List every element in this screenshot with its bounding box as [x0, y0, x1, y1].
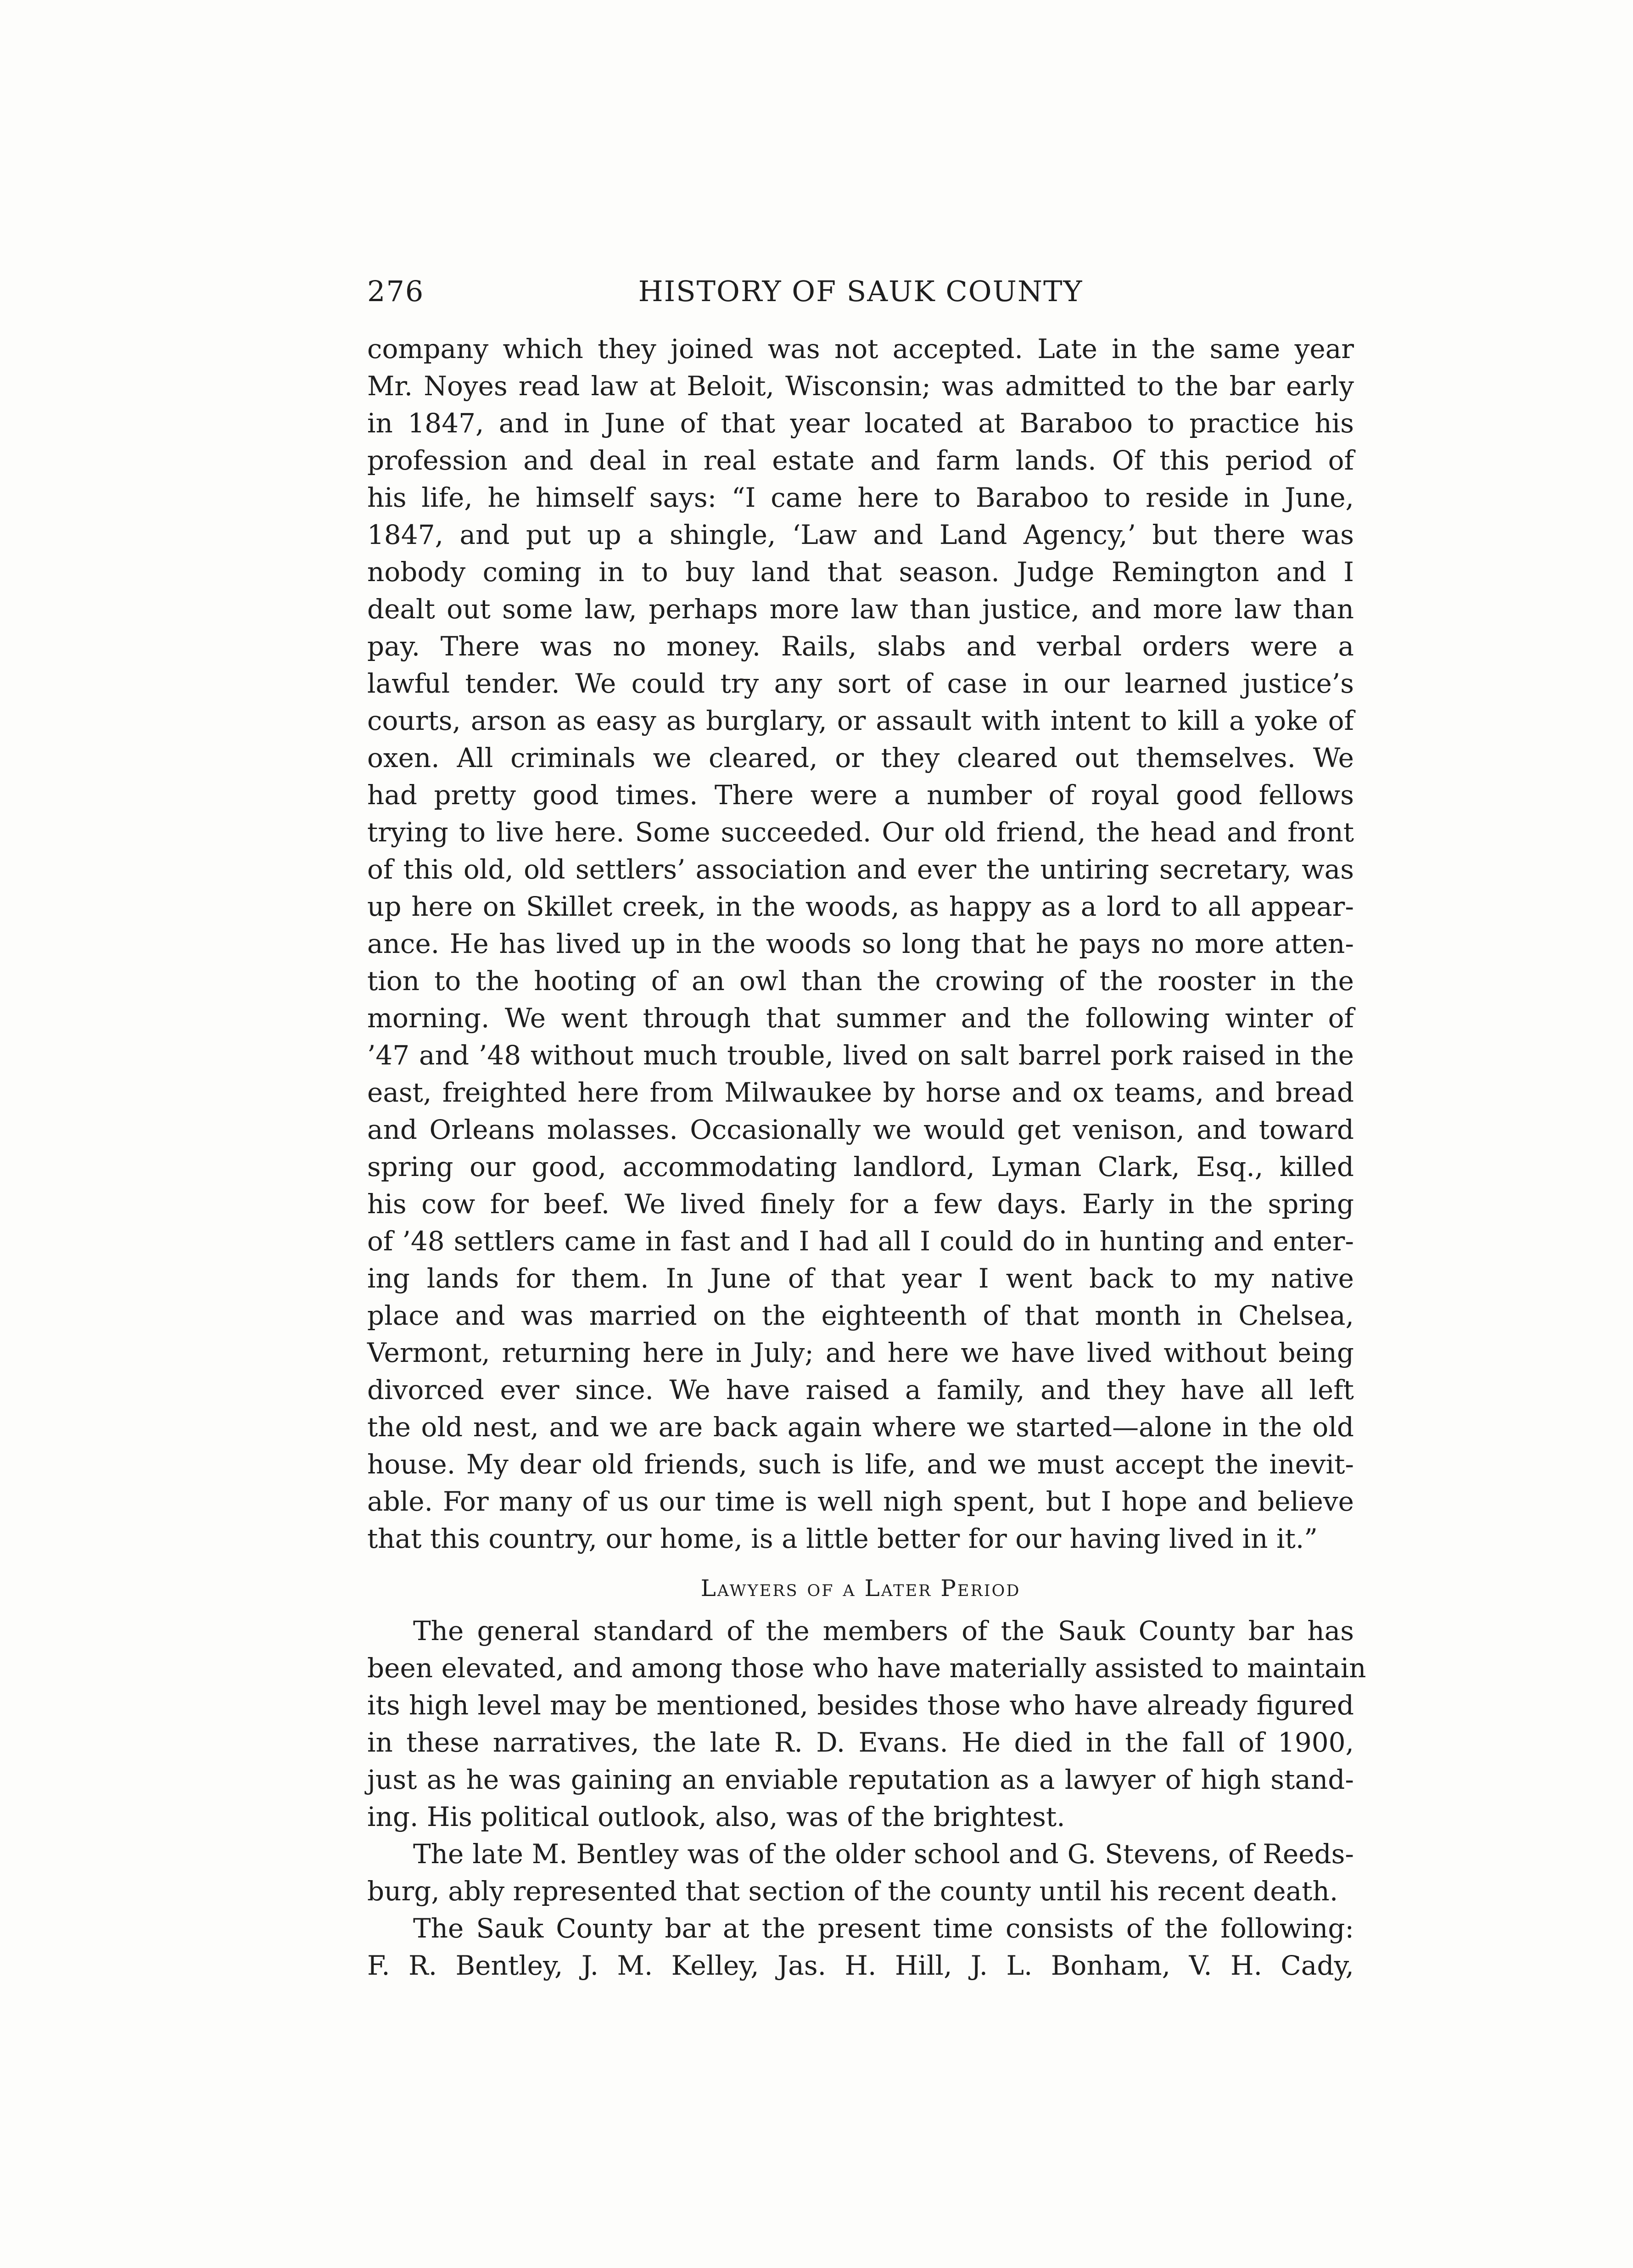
running-title: HISTORY OF SAUK COUNTY [638, 274, 1083, 308]
text-line: ing lands for them. In June of that year I went back to my native [367, 1263, 1354, 1294]
text-line: profession and deal in real estate and farm lands. Of this period of [367, 445, 1354, 476]
text-line: the old nest, and we are back again where we started—alone in the old [367, 1411, 1354, 1443]
text-line: east, freighted here from Milwaukee by horse and ox teams, and bread [367, 1077, 1354, 1108]
text-line: in these narratives, the late R. D. Evans. He died in the fall of 1900, [367, 1727, 1354, 1758]
text-line: morning. We went through that summer and the following winter of [367, 1002, 1354, 1034]
text-line: F. R. Bentley, J. M. Kelley, Jas. H. Hill, J. L. Bonham, V. H. Cady, [367, 1950, 1354, 1981]
text-line: just as he was gaining an enviable reputation as a lawyer of high stand- [367, 1764, 1354, 1795]
text-line: The late M. Bentley was of the older school and G. Stevens, of Reeds- [413, 1838, 1354, 1870]
text-line: ance. He has lived up in the woods so long that he pays no more atten- [367, 928, 1354, 959]
text-line: of this old, old settlers’ association and ever the untiring secretary, was [367, 854, 1354, 885]
text-line: dealt out some law, perhaps more law than justice, and more law than [367, 594, 1354, 625]
text-line: had pretty good times. There were a number of royal good fellows [367, 779, 1354, 811]
body-text [367, 330, 1366, 1984]
text-line: nobody coming in to buy land that season. Judge Remington and I [367, 556, 1354, 588]
text-line: divorced ever since. We have raised a family, and they have all left [367, 1374, 1354, 1406]
text-line: and Orleans molasses. Occasionally we would get venison, and toward [367, 1114, 1354, 1145]
text-line: oxen. All criminals we cleared, or they cleared out themselves. We [367, 742, 1354, 773]
text-line: ’47 and ’48 without much trouble, lived on salt barrel pork raised in the [367, 1040, 1354, 1071]
text-line: Mr. Noyes read law at Beloit, Wisconsin; was admitted to the bar early [367, 370, 1354, 402]
text-line: spring our good, accommodating landlord, Lyman Clark, Esq., killed [367, 1151, 1354, 1182]
text-line: house. My dear old friends, such is life, and we must accept the inevit- [367, 1449, 1354, 1480]
text-line: The general standard of the members of the Sauk County bar has [413, 1615, 1354, 1646]
text-line: able. For many of us our time is well nigh spent, but I hope and believe [367, 1486, 1354, 1517]
page-number: 276 [367, 274, 425, 308]
text-line: ing. His political outlook, also, was of the brightest. [367, 1801, 1065, 1832]
text-line: trying to live here. Some succeeded. Our old friend, the head and front [367, 817, 1354, 848]
text-line: Vermont, returning here in July; and here we have lived without being [367, 1337, 1354, 1368]
text-line: lawful tender. We could try any sort of case in our learned justice’s [367, 668, 1354, 699]
text-line: in 1847, and in June of that year located at Baraboo to practice his [367, 408, 1354, 439]
text-line: his cow for beef. We lived finely for a few days. Early in the spring [367, 1188, 1354, 1220]
section-heading: Lawyers of a Later Period [700, 1575, 1021, 1602]
text-line: its high level may be mentioned, besides those who have already figured [367, 1690, 1354, 1721]
running-head [367, 266, 1354, 317]
text-line: burg, ably represented that section of the county until his recent death. [367, 1876, 1338, 1907]
text-line: his life, he himself says: “I came here to Baraboo to reside in June, [367, 482, 1354, 513]
text-line: tion to the hooting of an owl than the crowing of the rooster in the [367, 965, 1354, 997]
text-line: company which they joined was not accepted. Late in the same year [367, 333, 1354, 364]
text-line: that this country, our home, is a little better for our having lived in it.” [367, 1523, 1318, 1554]
text-line: The Sauk County bar at the present time consists of the following: [413, 1913, 1354, 1944]
text-line: 1847, and put up a shingle, ‘Law and Land Agency,’ but there was [367, 519, 1354, 550]
text-line: place and was married on the eighteenth of that month in Chelsea, [367, 1300, 1354, 1331]
text-line: courts, arson as easy as burglary, or assault with intent to kill a yoke of [367, 705, 1354, 736]
text-line: been elevated, and among those who have materially assisted to maintain [367, 1652, 1366, 1684]
text-line: of ’48 settlers came in fast and I had all I could do in hunting and enter- [367, 1226, 1354, 1257]
text-line: up here on Skillet creek, in the woods, as happy as a lord to all appear- [367, 891, 1354, 922]
text-line: pay. There was no money. Rails, slabs and verbal orders were a [367, 631, 1354, 662]
